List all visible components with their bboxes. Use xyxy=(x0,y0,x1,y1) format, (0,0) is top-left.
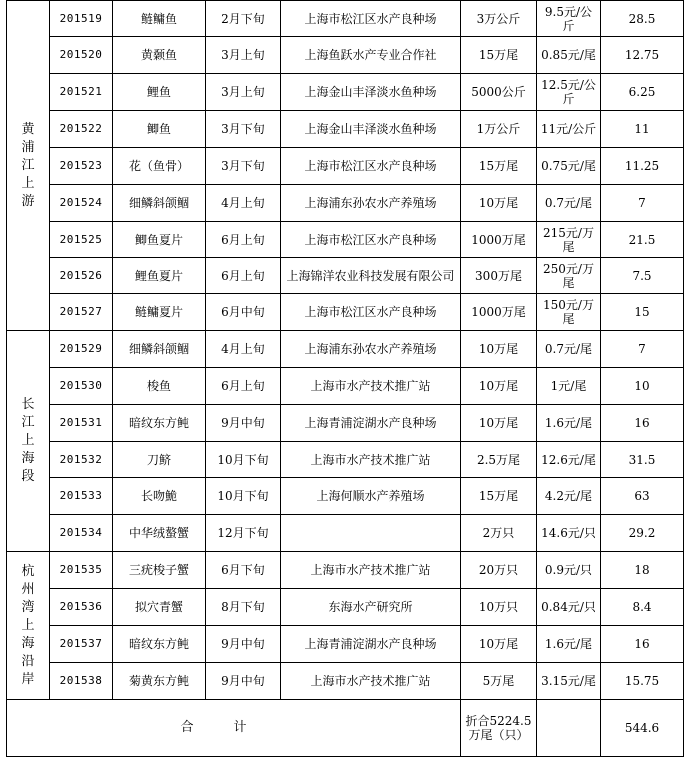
total-row xyxy=(7,700,684,757)
amount-cell: 16 xyxy=(601,405,684,442)
total-amount: 544.6 xyxy=(601,700,684,757)
species-cell: 三疣梭子蟹 xyxy=(113,552,206,589)
species-cell: 细鳞斜颌鲴 xyxy=(113,185,206,222)
region-label: 长江上海段 xyxy=(21,397,35,484)
price-cell: 0.7元/尾 xyxy=(537,331,601,368)
time-cell: 3月上旬 xyxy=(206,37,281,74)
region-cell xyxy=(7,552,50,700)
table-row xyxy=(7,442,684,478)
time-cell: 9月中旬 xyxy=(206,405,281,442)
quantity-cell: 1000万尾 xyxy=(461,222,537,258)
total-price xyxy=(537,700,601,757)
species-cell: 鲤鱼夏片 xyxy=(113,258,206,294)
quantity-cell: 5000公斤 xyxy=(461,74,537,111)
time-cell: 8月下旬 xyxy=(206,589,281,626)
price-cell: 0.9元/只 xyxy=(537,552,601,589)
quantity-cell: 15万尾 xyxy=(461,478,537,515)
code-cell: 201519 xyxy=(50,1,113,37)
time-cell: 2月下旬 xyxy=(206,1,281,37)
unit-cell: 上海市松江区水产良种场 xyxy=(281,148,461,185)
code-cell: 201529 xyxy=(50,331,113,368)
code-cell: 201537 xyxy=(50,626,113,663)
time-cell: 3月下旬 xyxy=(206,148,281,185)
time-cell: 12月下旬 xyxy=(206,515,281,552)
table-row xyxy=(7,258,684,294)
species-cell: 暗纹东方鲀 xyxy=(113,405,206,442)
amount-cell: 21.5 xyxy=(601,222,684,258)
quantity-cell: 2万只 xyxy=(461,515,537,552)
quantity-cell: 10万尾 xyxy=(461,405,537,442)
code-cell: 201535 xyxy=(50,552,113,589)
release-table xyxy=(6,0,684,757)
code-cell: 201532 xyxy=(50,442,113,478)
species-cell: 花（鱼骨） xyxy=(113,148,206,185)
price-cell: 12.5元/公斤 xyxy=(537,74,601,111)
code-cell: 201525 xyxy=(50,222,113,258)
quantity-cell: 10万尾 xyxy=(461,626,537,663)
total-label: 合计 xyxy=(7,700,461,757)
unit-cell: 上海市松江区水产良种场 xyxy=(281,222,461,258)
time-cell: 10月下旬 xyxy=(206,478,281,515)
species-cell: 中华绒螯蟹 xyxy=(113,515,206,552)
price-cell: 3.15元/尾 xyxy=(537,663,601,700)
code-cell: 201536 xyxy=(50,589,113,626)
amount-cell: 31.5 xyxy=(601,442,684,478)
price-cell: 1元/尾 xyxy=(537,368,601,405)
price-cell: 0.75元/尾 xyxy=(537,148,601,185)
unit-cell xyxy=(281,515,461,552)
unit-cell: 上海鱼跃水产专业合作社 xyxy=(281,37,461,74)
table-row xyxy=(7,589,684,626)
price-cell: 0.7元/尾 xyxy=(537,185,601,222)
quantity-cell: 1000万尾 xyxy=(461,294,537,331)
time-cell: 3月下旬 xyxy=(206,111,281,148)
quantity-cell: 1万公斤 xyxy=(461,111,537,148)
amount-cell: 6.25 xyxy=(601,74,684,111)
amount-cell: 15.75 xyxy=(601,663,684,700)
time-cell: 6月上旬 xyxy=(206,258,281,294)
quantity-cell: 10万只 xyxy=(461,589,537,626)
unit-cell: 上海市水产技术推广站 xyxy=(281,552,461,589)
time-cell: 6月下旬 xyxy=(206,552,281,589)
code-cell: 201531 xyxy=(50,405,113,442)
table-row xyxy=(7,1,684,37)
quantity-cell: 15万尾 xyxy=(461,148,537,185)
price-cell: 0.85元/尾 xyxy=(537,37,601,74)
price-cell: 250元/万尾 xyxy=(537,258,601,294)
unit-cell: 上海何顺水产养殖场 xyxy=(281,478,461,515)
table-row xyxy=(7,331,684,368)
amount-cell: 16 xyxy=(601,626,684,663)
table-row xyxy=(7,294,684,331)
species-cell: 梭鱼 xyxy=(113,368,206,405)
amount-cell: 28.5 xyxy=(601,1,684,37)
code-cell: 201523 xyxy=(50,148,113,185)
species-cell: 鲫鱼夏片 xyxy=(113,222,206,258)
region-label: 黄浦江上游 xyxy=(21,121,35,209)
unit-cell: 东海水产研究所 xyxy=(281,589,461,626)
price-cell: 215元/万尾 xyxy=(537,222,601,258)
amount-cell: 12.75 xyxy=(601,37,684,74)
unit-cell: 上海锦洋农业科技发展有限公司 xyxy=(281,258,461,294)
unit-cell: 上海市松江区水产良种场 xyxy=(281,294,461,331)
price-cell: 0.84元/只 xyxy=(537,589,601,626)
region-cell xyxy=(7,331,50,552)
unit-cell: 上海市水产技术推广站 xyxy=(281,663,461,700)
table-row xyxy=(7,74,684,111)
quantity-cell: 10万尾 xyxy=(461,185,537,222)
amount-cell: 7.5 xyxy=(601,258,684,294)
amount-cell: 63 xyxy=(601,478,684,515)
total-quantity: 折合5224.5万尾（只） xyxy=(461,700,537,757)
table-row xyxy=(7,185,684,222)
amount-cell: 7 xyxy=(601,331,684,368)
price-cell: 9.5元/公斤 xyxy=(537,1,601,37)
code-cell: 201534 xyxy=(50,515,113,552)
quantity-cell: 10万尾 xyxy=(461,368,537,405)
price-cell: 11元/公斤 xyxy=(537,111,601,148)
quantity-cell: 3万公斤 xyxy=(461,1,537,37)
code-cell: 201522 xyxy=(50,111,113,148)
species-cell: 细鳞斜颌鲴 xyxy=(113,331,206,368)
price-cell: 1.6元/尾 xyxy=(537,626,601,663)
region-label: 杭州湾上海沿岸 xyxy=(21,563,35,687)
unit-cell: 上海市松江区水产良种场 xyxy=(281,1,461,37)
species-cell: 黄颡鱼 xyxy=(113,37,206,74)
quantity-cell: 5万尾 xyxy=(461,663,537,700)
time-cell: 6月上旬 xyxy=(206,222,281,258)
time-cell: 9月中旬 xyxy=(206,626,281,663)
code-cell: 201521 xyxy=(50,74,113,111)
code-cell: 201524 xyxy=(50,185,113,222)
species-cell: 暗纹东方鲀 xyxy=(113,626,206,663)
table-row xyxy=(7,148,684,185)
price-cell: 4.2元/尾 xyxy=(537,478,601,515)
species-cell: 长吻鮠 xyxy=(113,478,206,515)
unit-cell: 上海青浦淀湖水产良种场 xyxy=(281,405,461,442)
price-cell: 150元/万尾 xyxy=(537,294,601,331)
table-row xyxy=(7,552,684,589)
amount-cell: 15 xyxy=(601,294,684,331)
region-cell xyxy=(7,1,50,331)
unit-cell: 上海浦东孙农水产养殖场 xyxy=(281,331,461,368)
species-cell: 鲤鱼 xyxy=(113,74,206,111)
amount-cell: 11 xyxy=(601,111,684,148)
table-body xyxy=(7,1,684,757)
species-cell: 刀鲚 xyxy=(113,442,206,478)
table-row xyxy=(7,222,684,258)
quantity-cell: 2.5万尾 xyxy=(461,442,537,478)
unit-cell: 上海青浦淀湖水产良种场 xyxy=(281,626,461,663)
unit-cell: 上海浦东孙农水产养殖场 xyxy=(281,185,461,222)
time-cell: 10月下旬 xyxy=(206,442,281,478)
amount-cell: 18 xyxy=(601,552,684,589)
table-row xyxy=(7,515,684,552)
table-row xyxy=(7,663,684,700)
quantity-cell: 10万尾 xyxy=(461,331,537,368)
code-cell: 201520 xyxy=(50,37,113,74)
table-row xyxy=(7,626,684,663)
species-cell: 鲢鳙鱼 xyxy=(113,1,206,37)
table-row xyxy=(7,37,684,74)
species-cell: 鲫鱼 xyxy=(113,111,206,148)
price-cell: 1.6元/尾 xyxy=(537,405,601,442)
quantity-cell: 15万尾 xyxy=(461,37,537,74)
quantity-cell: 20万只 xyxy=(461,552,537,589)
unit-cell: 上海市水产技术推广站 xyxy=(281,442,461,478)
amount-cell: 29.2 xyxy=(601,515,684,552)
quantity-cell: 300万尾 xyxy=(461,258,537,294)
amount-cell: 11.25 xyxy=(601,148,684,185)
time-cell: 6月中旬 xyxy=(206,294,281,331)
code-cell: 201527 xyxy=(50,294,113,331)
species-cell: 鲢鳙夏片 xyxy=(113,294,206,331)
time-cell: 4月上旬 xyxy=(206,185,281,222)
amount-cell: 8.4 xyxy=(601,589,684,626)
time-cell: 6月上旬 xyxy=(206,368,281,405)
code-cell: 201526 xyxy=(50,258,113,294)
table-row xyxy=(7,405,684,442)
unit-cell: 上海金山丰泽淡水鱼种场 xyxy=(281,74,461,111)
price-cell: 12.6元/尾 xyxy=(537,442,601,478)
code-cell: 201538 xyxy=(50,663,113,700)
unit-cell: 上海金山丰泽淡水鱼种场 xyxy=(281,111,461,148)
species-cell: 拟穴青蟹 xyxy=(113,589,206,626)
species-cell: 菊黄东方鲀 xyxy=(113,663,206,700)
unit-cell: 上海市水产技术推广站 xyxy=(281,368,461,405)
table-row xyxy=(7,478,684,515)
table-row xyxy=(7,111,684,148)
price-cell: 14.6元/只 xyxy=(537,515,601,552)
amount-cell: 7 xyxy=(601,185,684,222)
code-cell: 201530 xyxy=(50,368,113,405)
time-cell: 3月上旬 xyxy=(206,74,281,111)
time-cell: 9月中旬 xyxy=(206,663,281,700)
code-cell: 201533 xyxy=(50,478,113,515)
amount-cell: 10 xyxy=(601,368,684,405)
time-cell: 4月上旬 xyxy=(206,331,281,368)
table-row xyxy=(7,368,684,405)
